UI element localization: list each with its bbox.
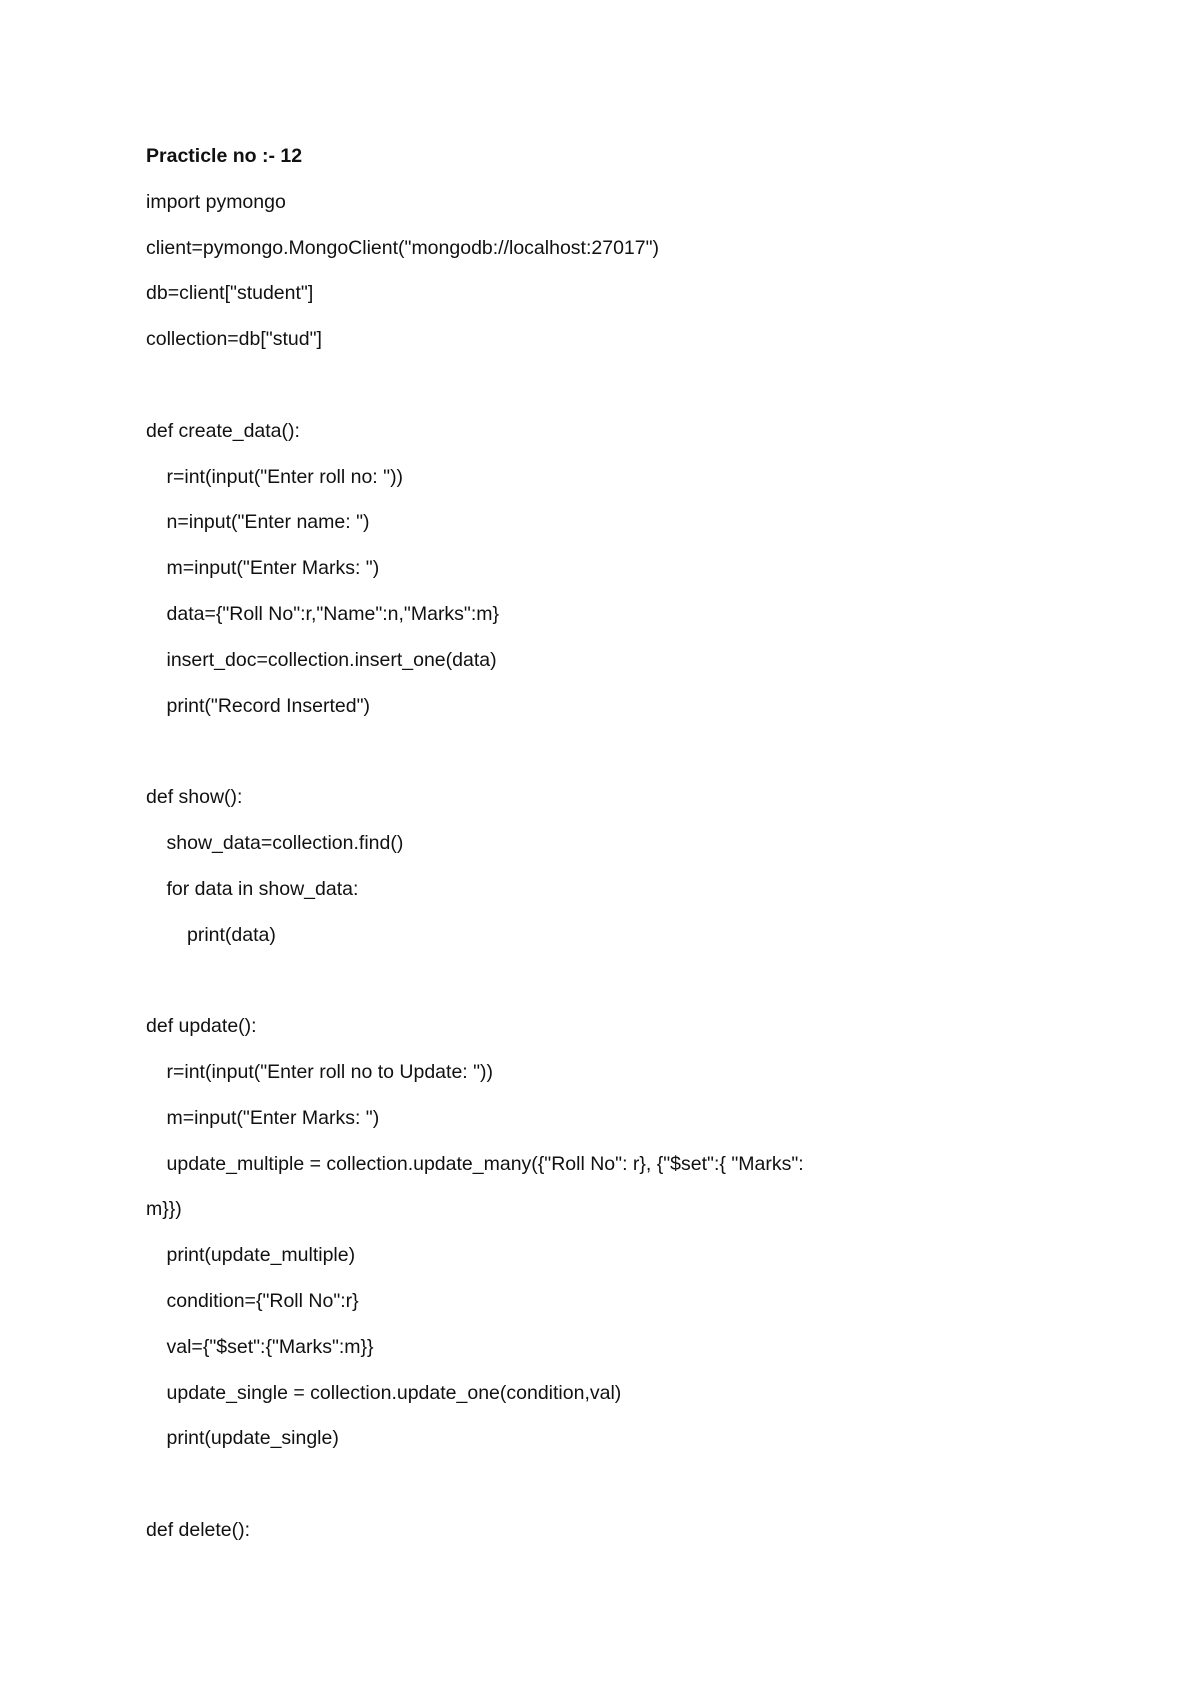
code-line: show_data=collection.find() [166,832,404,854]
code-line: db=client["student"] [146,282,314,305]
code-line: r=int(input("Enter roll no: ")) [166,465,404,488]
code-line: for data in show_data: [166,877,359,900]
code-line: print(data) [187,923,276,946]
code-line: n=input("Enter name: ") [166,511,370,534]
code-line: update_multiple = collection.update_many({"Roll No": r}, {"$set":{ "Marks": [166,1152,804,1175]
code-line: def update(): [146,1015,257,1038]
code-line: import pymongo [146,190,286,213]
code-line: m=input("Enter Marks: ") [166,1106,380,1129]
code-line: collection=db["stud"] [146,328,322,351]
code-line: print("Record Inserted") [166,694,371,717]
code-line: def delete(): [146,1519,251,1541]
document-title: Practicle no :- 12 [146,145,303,167]
code-line: update_single = collection.update_one(condition,val) [166,1381,622,1404]
code-line: m=input("Enter Marks: ") [166,557,380,580]
code-line: client=pymongo.MongoClient("mongodb://localhost:27017") [146,236,660,259]
code-line: r=int(input("Enter roll no to Update: ")) [166,1061,494,1083]
code-line: insert_doc=collection.insert_one(data) [166,648,497,671]
code-line: val={"$set":{"Marks":m}} [166,1335,374,1358]
code-line: print(update_single) [166,1427,339,1450]
code-line: def create_data(): [146,419,300,442]
code-line: def show(): [146,786,243,809]
code-line: print(update_multiple) [166,1244,356,1267]
code-line: m}}) [146,1198,182,1221]
code-line: condition={"Roll No":r} [166,1290,359,1312]
code-line: data={"Roll No":r,"Name":n,"Marks":m} [166,603,500,625]
